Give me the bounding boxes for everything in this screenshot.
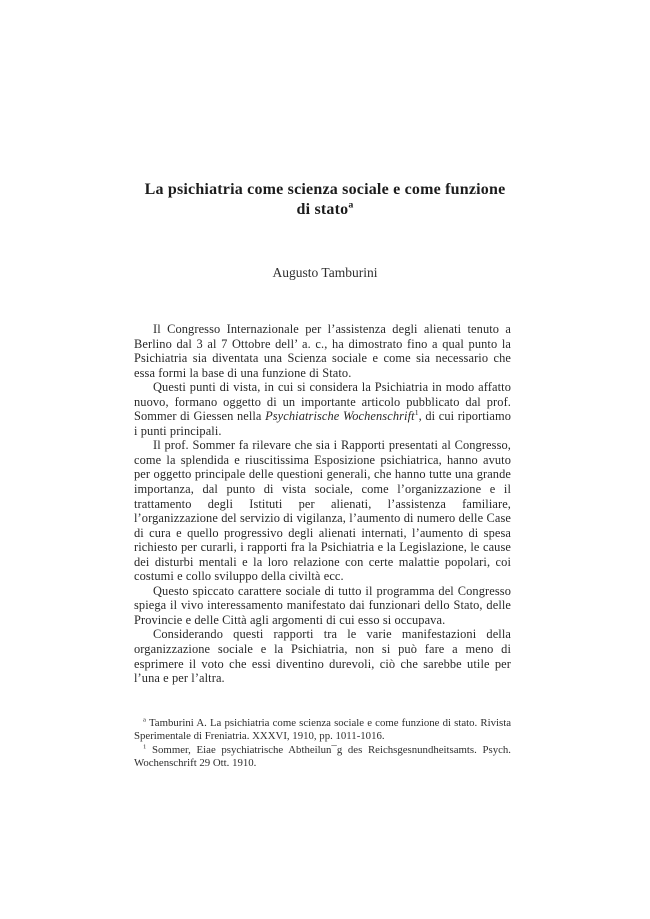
title-line-2 bbox=[120, 200, 530, 220]
article-title bbox=[120, 180, 530, 220]
footnote-1-reference: 1 bbox=[414, 408, 419, 418]
paragraph-2-text: Questi punti di vista, in cui si considera la Psichiatria in modo affatto nuovo, formano oggetto di un importante articolo pubblicato dal prof. Sommer di Giessen nella bbox=[134, 380, 511, 424]
article-body bbox=[134, 322, 511, 686]
title-footnote-marker: a bbox=[348, 199, 354, 211]
journal-name-italic: Psychiatrische Wochenschrift bbox=[265, 409, 415, 424]
footnote-source-text: Tamburini A. La psichiatria come scienza sociale e come funzione di stato. Rivista Sperimentale di Freniatria. XXXVI, 1910, pp. 1011-1016. bbox=[134, 717, 511, 743]
paragraph-5: Considerando questi rapporti tra le varie manifestazioni della organizzazione sociale e la Psichiatria, non si può fare a meno di esprimere il voto che essi diventino durevoli, ciò che sarebbe utile per l’una e per l’altra. bbox=[134, 627, 511, 686]
paragraph-3: Il prof. Sommer fa rilevare che sia i Rapporti presentati al Congresso, come la splendida e riuscitissima Esposizione psichiatrica, hanno avuto per oggetto principale delle questioni generali, che hanno tutte una grande importanza, dal punto di vista sociale, come l’organizzazione e il trattamento degli Istituti per alienati, l’assistenza familiare, l’organizzazione del servizio di vigilanza, l’aumento di numero delle Case di cura e quello progressivo degli alienati internati, l’aumento di spesa richiesto per curarli, i rapporti fra la Psichiatria e la Legislazione, le cause dei disturbi mentali e la loro relazione con certe malattie popolari, coi costumi e collo sviluppo della civiltà ecc. bbox=[134, 438, 511, 584]
title-line-1: La psichiatria come scienza sociale e come funzione bbox=[144, 181, 506, 198]
author-name: Augusto Tamburini bbox=[272, 265, 378, 280]
footnote-source-marker: a bbox=[143, 716, 146, 724]
paragraph-4: Questo spiccato carattere sociale di tutto il programma del Congresso spiega il vivo interessamento manifestato dai funzionari dello Stato, delle Provincie e delle Città agli argomenti di cui esso si occupava. bbox=[134, 583, 511, 627]
paragraph-1: Il Congresso Internazionale per l’assistenza degli alienati tenuto a Berlino dal 3 al 7 Ottobre dell’ a. c., ha dimostrato fino a qual punto la Psichiatria sia diventata una Scienza sociale e come sia necessario che essa formi la base di una funzione di Stato. bbox=[134, 322, 511, 380]
footnote-1-text: Sommer, Eiae psychiatrische Abtheilun¯g des Reichsgesnundheitsamts. Psych. Wochenschrift 29 Ott. 1910. bbox=[134, 743, 511, 770]
footnote-1-marker: 1 bbox=[143, 743, 147, 751]
paragraph-2-text-end: , di cui riportiamo i punti principali. bbox=[134, 409, 511, 438]
title-line-2-text: di stato bbox=[296, 201, 349, 218]
paragraph-2 bbox=[134, 380, 511, 438]
footnote-source bbox=[134, 717, 511, 744]
footnotes-section bbox=[134, 717, 511, 771]
footnote-1 bbox=[134, 744, 511, 771]
